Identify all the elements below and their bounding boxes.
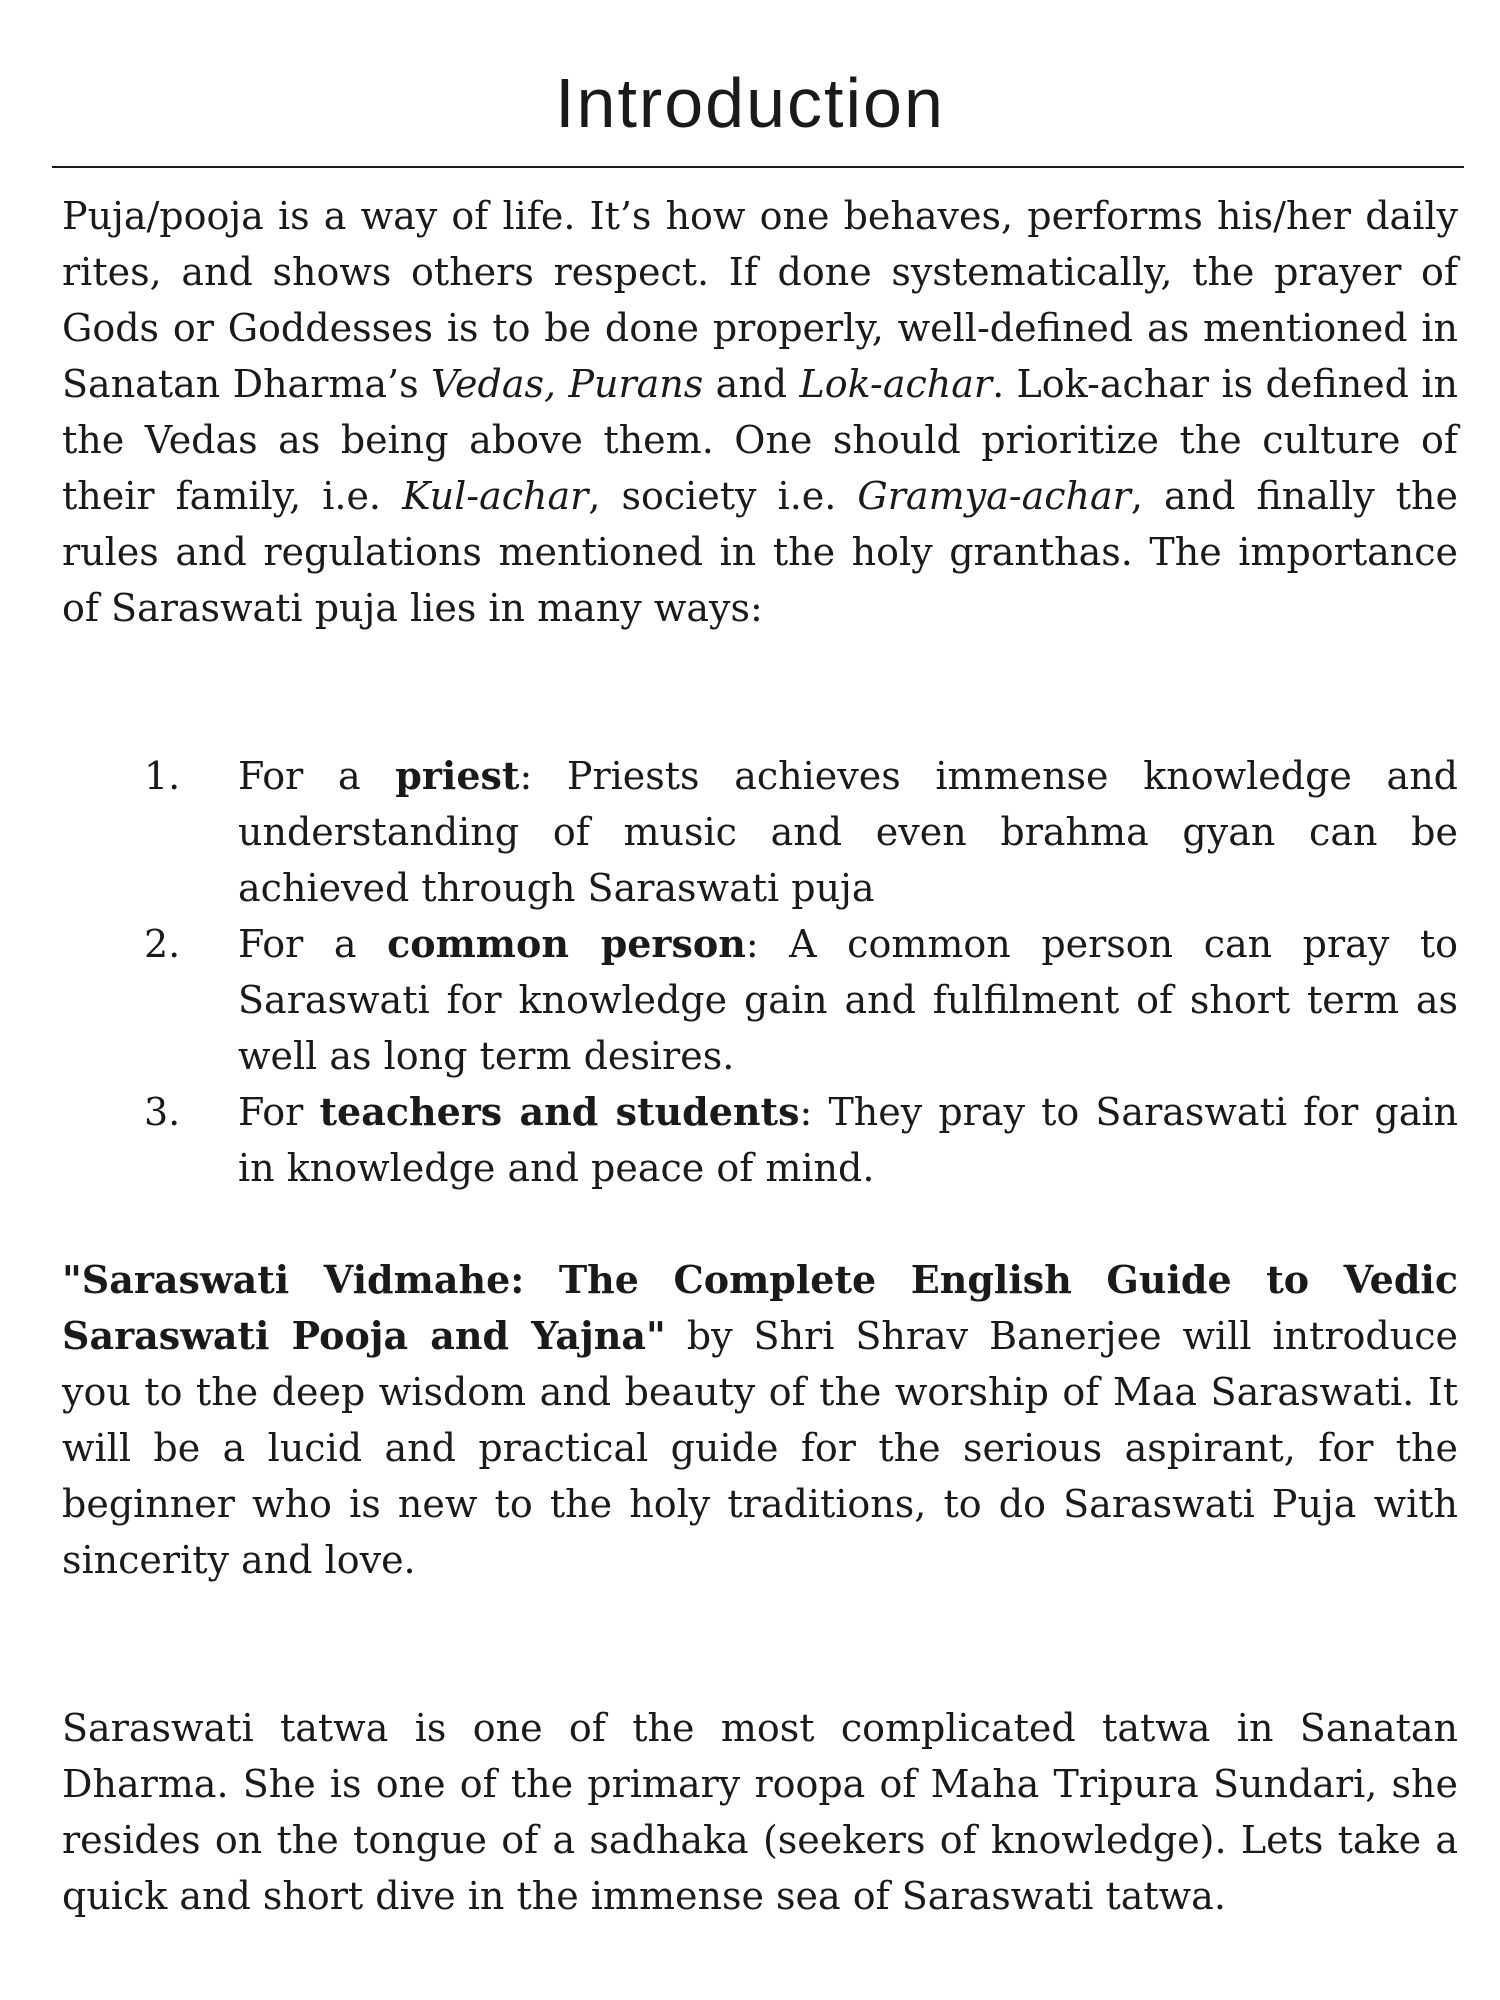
list-item-keyword: priest [395, 753, 520, 798]
guide-paragraph [62, 1252, 1458, 1588]
list-item-prefix: For a [238, 754, 396, 798]
intro-text-4: , and finally the rules and regulations mentioned in the holy granthas. The importance of Saraswati puja lies in many ways: [62, 474, 1458, 630]
guide-text: by Shri Shrav Banerjee will introduce you to the deep wisdom and beauty of the worship of Maa Saraswati. It will be a lucid and practical guide for the serious aspirant, for the beginner who is new to the holy traditions, to do Saraswati Puja with sincerity and love. [62, 1314, 1458, 1582]
intro-and: and [703, 362, 800, 406]
list-item-prefix: For [238, 1090, 320, 1134]
intro-text-3: , society i.e. [588, 474, 858, 518]
page-title: Introduction [555, 64, 945, 142]
list-item [62, 916, 1458, 1084]
title-divider [52, 166, 1464, 168]
intro-gramya-achar-italic: Gramya-achar [857, 474, 1131, 518]
intro-text-1: Puja/pooja is a way of life. It’s how one behaves, performs his/her daily rites, and shows others respect. If done systematically, the prayer of Gods or Goddesses is to be done properly, well-defined as mentioned in Sanatan Dharma’s [62, 194, 1458, 406]
list-item-text: : They pray to Saraswati for gain in knowledge and peace of mind. [238, 1090, 1458, 1190]
importance-list [62, 748, 1458, 1196]
book-title: "Saraswati Vidmahe: The Complete English Guide to Vedic Saraswati Pooja and Yajna" [62, 1257, 1458, 1358]
list-number: 2. [144, 922, 181, 966]
intro-paragraph [62, 188, 1458, 636]
list-item-text: : Priests achieves immense knowledge and understanding of music and even brahma gyan can be achieved through Saraswati puja [238, 754, 1458, 910]
list-item-keyword: teachers and students [319, 1089, 800, 1134]
list-item [62, 748, 1458, 916]
intro-texts-italic: Vedas, Purans [431, 362, 704, 406]
intro-kul-achar-italic: Kul-achar [402, 474, 589, 518]
list-item-text: : A common person can pray to Saraswati for knowledge gain and fulfilment of short term as well as long term desires. [238, 922, 1458, 1078]
tatwa-paragraph [62, 1700, 1458, 1924]
intro-lok-achar-italic: Lok-achar [799, 362, 993, 406]
list-number: 3. [144, 1090, 181, 1134]
list-item-keyword: common person [387, 921, 746, 966]
list-item [62, 1084, 1458, 1196]
intro-text-2: . Lok-achar is defined in the Vedas as being above them. One should prioritize the culture of their family, i.e. [62, 362, 1459, 518]
list-number: 1. [144, 754, 181, 798]
tatwa-text: Saraswati tatwa is one of the most complicated tatwa in Sanatan Dharma. She is one of the primary roopa of Maha Tripura Sundari, she resides on the tongue of a sadhaka (seekers of knowledge). Lets take a quick and short dive in the immense sea of Saraswati tatwa. [62, 1706, 1458, 1918]
list-item-prefix: For a [238, 922, 388, 966]
